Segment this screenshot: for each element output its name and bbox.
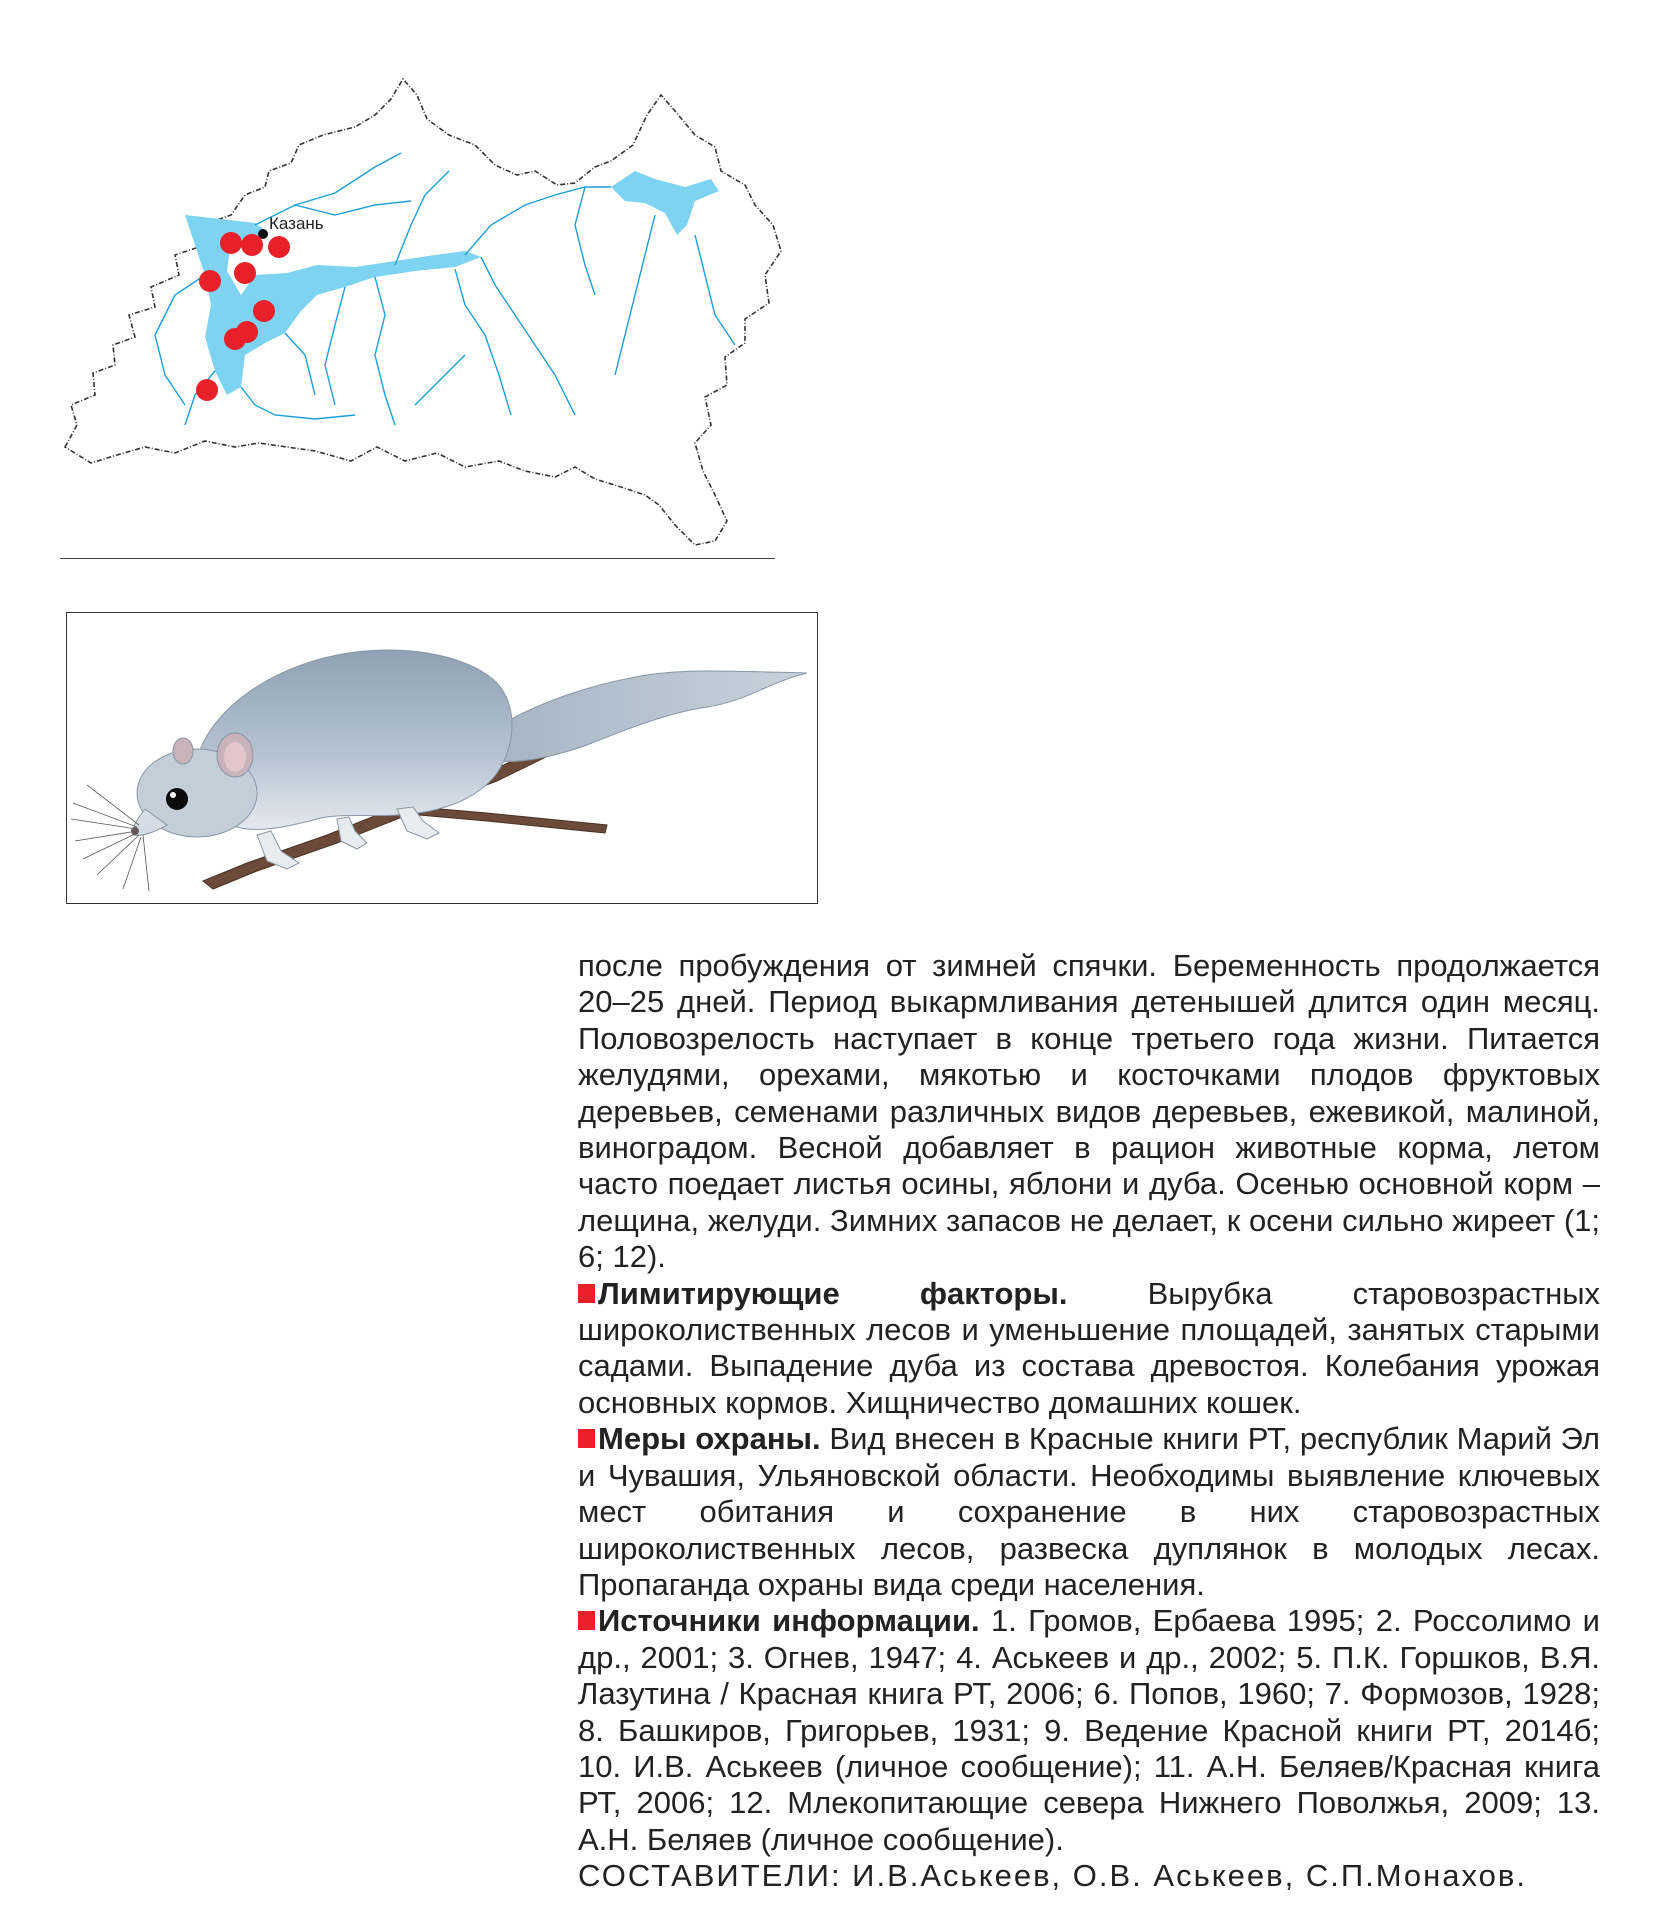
biology-paragraph: после пробуждения от зимней спячки. Беременность продолжается 20–25 дней. Период выкармливания детенышей длится один месяц. Половозрелость наступает в конце третьего года жизни. Питается желудями, орехами, мякотью и косточками плодов фруктовых деревьев, семенами различных видов деревьев, ежевикой, малиной, виноградом. Весной добавляет в рацион животные корма, летом часто поедает листья осины, яблони и дуба. Осенью основной корм – лещина, желуди. Зимних запасов не делает, к осени сильно жиреет (1; 6; 12).: [578, 948, 1600, 1275]
section-body: Вид внесен в Красные книги РТ, республик Марий Эл и Чувашия, Ульяновской области. Необходимы выявление ключевых мест обитания и сохранение в них старовозрастных широколиственных лесов, развеска дуплянок в молодых лесах. Пропаганда охраны вида среди населения.: [578, 1421, 1601, 1602]
region-border: [65, 79, 781, 545]
dormouse-eye: [166, 788, 188, 810]
record-dot: [199, 270, 221, 292]
map-divider-line: [60, 558, 775, 559]
authors-line: СОСТАВИТЕЛИ: И.В.Аськеев, О.В. Аськеев, С.П.Монахов.: [578, 1858, 1527, 1894]
record-dot: [241, 234, 263, 256]
section-body: 1. Громов, Ербаева 1995; 2. Россолимо и др., 2001; 3. Огнев, 1947; 4. Аськеев и др., 2002; 5. П.К. Горшков, В.Я. Лазутина / Красная книга РТ, 2006; 6. Попов, 1960; 7. Формозов, 1928; 8. Башкиров, Григорьев, 1931; 9. Ведение Красной книги РТ, 2014б; 10. И.В. Аськеев (личное сообщение); 11. А.Н. Беляев/Красная книга РТ, 2006; 12. Млекопитающие севера Нижнего Поволжья, 2009; 13. А.Н. Беляев (личное сообщение).: [578, 1603, 1600, 1857]
dormouse-drawing: [67, 613, 818, 904]
section-bullet: [578, 1284, 595, 1303]
dormouse-tail: [487, 671, 807, 761]
distribution-map: [55, 75, 790, 555]
record-dot: [253, 300, 275, 322]
article-text: [578, 948, 1600, 1895]
limiting-factors-paragraph: [578, 1276, 1600, 1422]
record-dot: [234, 262, 256, 284]
record-dot: [268, 236, 290, 258]
section-body: Вырубка старовозрастных широколиственных лесов и уменьшение площадей, занятых старыми садами. Выпадение дуба из состава древостоя. Колебания урожая основных кормов. Хищничество домашних кошек.: [578, 1275, 1601, 1420]
section-heading: Источники информации.: [598, 1603, 980, 1639]
sources-paragraph: [578, 1603, 1600, 1858]
dormouse-whiskers: [71, 785, 149, 891]
section-bullet: [578, 1429, 595, 1448]
section-bullet: [578, 1611, 595, 1630]
section-heading: Лимитирующие факторы.: [598, 1275, 1068, 1311]
record-dot: [220, 232, 242, 254]
kazan-city-label: Казань: [269, 214, 324, 233]
species-illustration: [66, 612, 818, 904]
upper-kama-reservoir: [611, 171, 719, 235]
protection-measures-paragraph: [578, 1421, 1600, 1603]
section-heading: Меры охраны.: [598, 1421, 821, 1457]
dormouse-ear: [173, 738, 193, 764]
record-dot: [196, 379, 218, 401]
record-dot: [224, 328, 246, 350]
